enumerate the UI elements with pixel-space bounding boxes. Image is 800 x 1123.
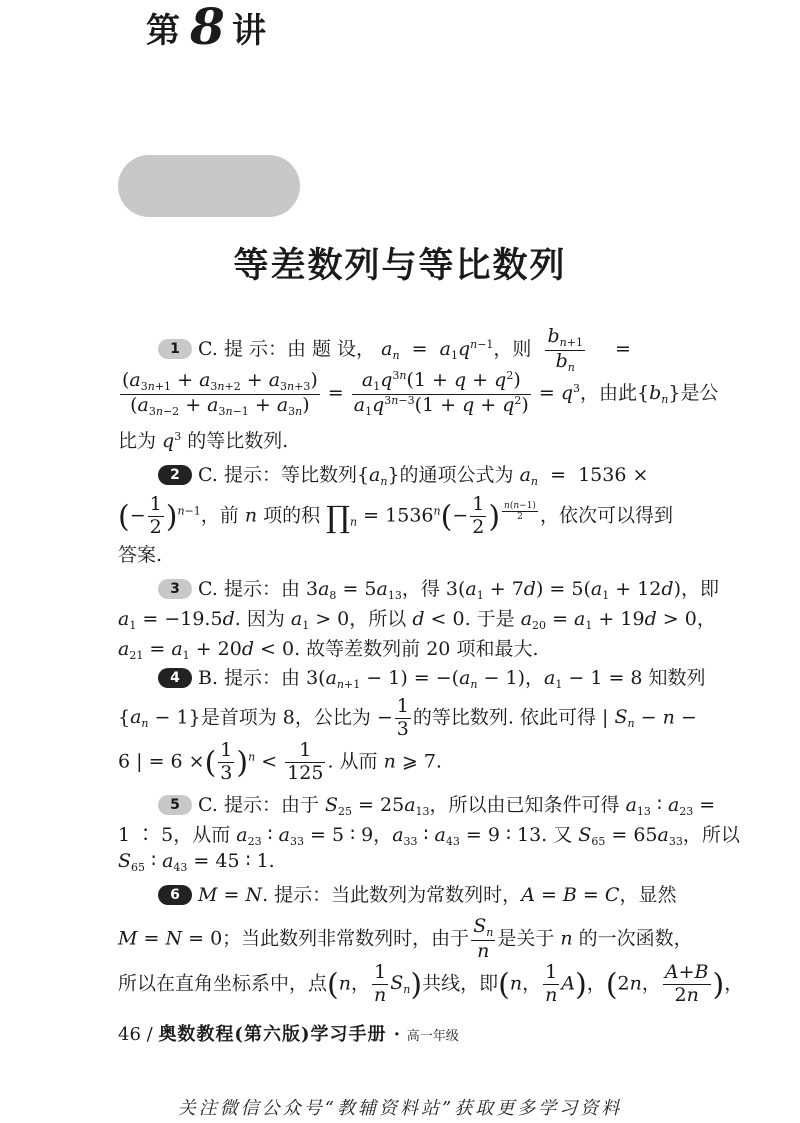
item-1-line-2: $\frac{(a_{3n+1} + a_{3n+2} + a_{3n+3})}{(a_{3n-2} + a_{3n-1} + a_{3n})}$ = $\frac{a_1q^{3n}(1 + q + q^2)}{a_1q^{3n-3}(1 + q + q^2)}$ = $q^3$，由此$\{b_n\}$是公 — [122, 369, 719, 418]
item-5-number: 5 — [158, 795, 192, 815]
lecture-number: 8 — [190, 0, 225, 56]
item-1-line-1: 1 C. 提 示：由 题 设， $a_n = a_1q^{n-1}$，则 $\frac{b_{n+1}}{b_n}$ = — [158, 326, 631, 374]
item-3-number: 3 — [158, 579, 192, 599]
item-3-line-2: $a_1 = -19.5d$. 因为 $a_1 > 0$，所以 d < 0. 于是 $a_{20} = a_1 + 19d > 0$， — [118, 608, 716, 632]
item-4-line-2: $\{a_n - 1\}$是首项为 8，公比为 − $\frac{1}{3}$ 的等比数列. 依此可得 | $S_n - n$ − — [118, 695, 697, 740]
watermark-notice: 关注微信公众号“教辅资料站”获取更多学习资料 — [177, 1098, 623, 1119]
book-title: 奥数教程(第六版)学习手册 · — [158, 1024, 402, 1045]
page-footer — [118, 1020, 459, 1046]
item-5-line-1: 5 C. 提示：由于 $S_{25} = 25a_{13}$，所以由已知条件可得 $a_{13}$ ∶ $a_{23}$ = — [158, 790, 715, 818]
item-2-line-2: (− $\frac{1}{2}$ )$^{n-1}$，前 n 项的积 $\prod_n = 1536^n(-$ $\frac{1}{2}$ ) $^{\frac{n(n-1)}{2}}$ ，依次可以得到 — [118, 493, 673, 538]
item-2-number: 2 — [158, 465, 192, 485]
item-1-number: 1 — [158, 339, 192, 359]
lecture-suffix: 讲 — [232, 11, 266, 51]
item-6-line-2: M = N = 0；当此数列非常数列时，由于 $\frac{S_n}{n}$ 是关于 n 的一次函数， — [118, 915, 693, 962]
item-3-line-3: $a_{21} = a_1 + 20d < 0$. 故等差数列前 20 项和最大. — [118, 638, 539, 662]
item-3-line-1: 3 C. 提示：由 $3a_8 = 5a_{13}$，得 $3(a_1 + 7d) = 5(a_1 + 12d)$，即 — [158, 574, 719, 602]
lecture-prefix: 第 — [146, 11, 180, 51]
item-5-line-2: 1 ∶ 5，从而 $a_{23}$ ∶ $a_{33} = 5$ ∶ 9，$a_{33}$ ∶ $a_{43} = 9$ ∶ 13. 又 $S_{65} = 65a_{33}$，所以 — [118, 824, 740, 848]
lecture-badge — [118, 155, 300, 217]
item-6-line-3: 所以在直角坐标系中，点(n， $\frac{1}{n}$ $S_n$)共线，即(n， $\frac{1}{n}$ A)，(2n， $\frac{A+B}{2n}$ )， — [118, 961, 744, 1006]
item-4-line-3: 6 | = 6 ×( $\frac{1}{3}$ )$^n$ < $\frac{1}{125}$ . 从而 n ⩾ 7. — [118, 739, 442, 784]
item-4-number: 4 — [158, 668, 192, 688]
item-5-line-3: $S_{65}$ ∶ $a_{43} = 45$ ∶ 1. — [118, 850, 275, 874]
item-1-line-3: 比为 $q^3$ 的等比数列. — [118, 430, 289, 452]
grade-label: 高一年级 — [406, 1029, 459, 1044]
page-title: 等差数列与等比数列 — [233, 246, 567, 286]
item-2-line-3: 答案. — [118, 544, 163, 566]
item-6-line-1: 6 M = N. 提示：当此数列为常数列时，A = B = C，显然 — [158, 880, 676, 907]
item-6-number: 6 — [158, 885, 192, 905]
item-2-line-1: 2 C. 提示：等比数列$\{a_n\}$的通项公式为 $a_n = 1536$ × — [158, 460, 648, 488]
item-4-line-1: 4 B. 提示：由 $3(a_{n+1} - 1) = -(a_n - 1)$，$a_1 - 1 = 8$ 知数列 — [158, 663, 706, 691]
page-number: 46 / — [118, 1024, 153, 1045]
